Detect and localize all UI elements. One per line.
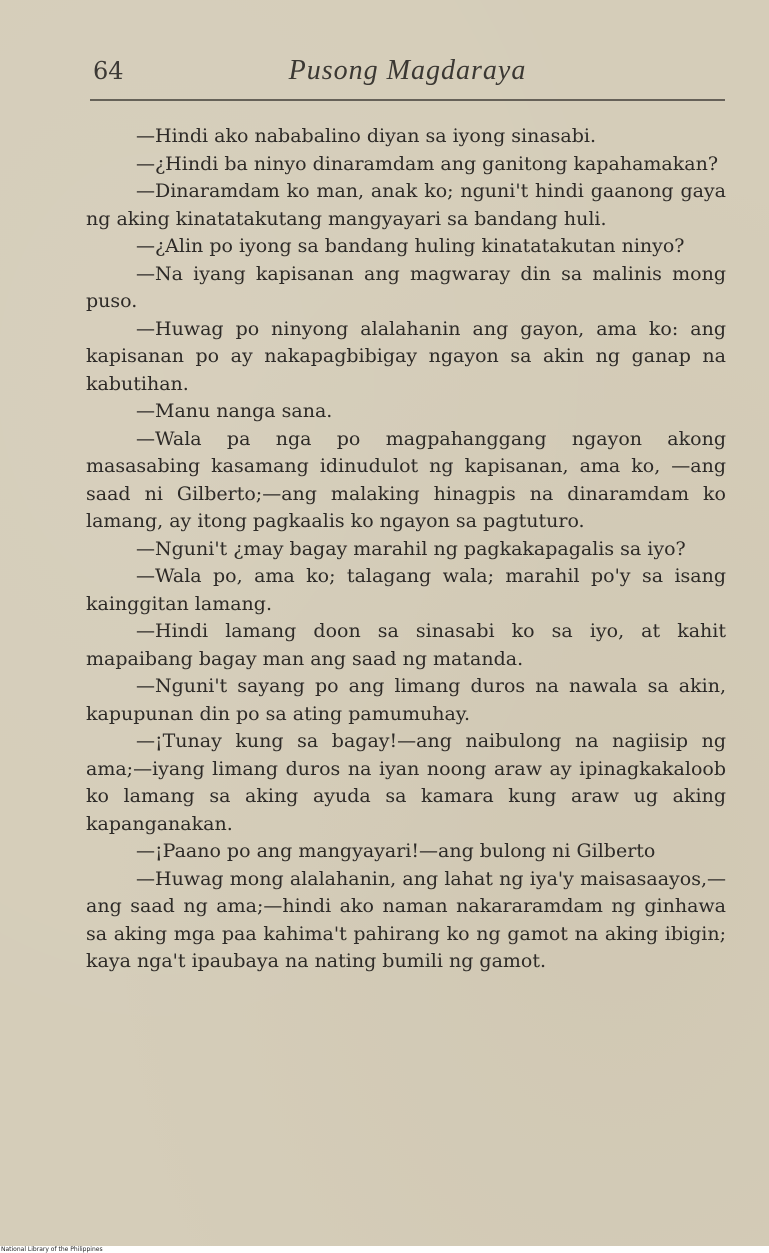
paragraph: —Wala pa nga po magpahanggang ngayon akong masasabing kasamang idinudulot ng kapisanan, ama ko, —ang saad ni Gilberto;—ang malaking hinagpis na dinaramdam ko lamang, ay itong pagkaalis ko ngayon sa pagtuturo. [86,427,726,532]
paragraph: —¡Paano po ang mangyayari!—ang bulong ni Gilberto [136,840,656,862]
paragraph: —Wala po, ama ko; talagang wala; marahil po'y sa isang kainggitan lamang. [86,565,726,615]
paragraph: —¿Hindi ba ninyo dinaramdam ang ganitong kapahamakan? [136,152,719,175]
header-divider [90,99,725,101]
paragraph: —Huwag mong alalahanin, ang lahat ng iya'y maisasaayos,—ang saad ng ama;—hindi ako naman nakararamdam ng ginhawa sa aking mga paa kahima't pahirang ko ng gamot na aking ibigin; kaya nga't ipaubaya na nating bumili ng gamot. [86,867,726,972]
paragraph: —¿Alin po iyong sa bandang huling kinatatakutan ninyo? [136,235,685,257]
paragraph: —Hindi lamang doon sa sinasabi ko sa iyo, at kahit mapaibang bagay man ang saad ng matanda. [86,620,726,670]
paragraph: —Hindi ako nababalino diyan sa iyong sinasabi. [136,125,597,147]
body-text [86,123,726,976]
paragraph: —Nguni't ¿may bagay marahil ng pagkakapagalis sa iyo? [136,537,686,560]
page-number: 64 [93,57,124,85]
paragraph: —¡Tunay kung sa bagay!—ang naibulong na nagiisip ng ama;—iyang limang duros na iyan noong araw ay ipinagkakaloob ko lamang sa aking ayuda sa kamara kung araw ug aking kapanganakan. [86,730,726,835]
paragraph: —Huwag po ninyong alalahanin ang gayon, ama ko: ang kapisanan po ay nakapagbibigay ngayon sa akin ng ganap na kabutihan. [86,317,726,395]
scan-footer-band [0,1246,769,1253]
scan-credit: National Library of the Philippines [1,1246,103,1253]
paragraph: —Nguni't sayang po ang limang duros na nawala sa akin, kapupunan din po sa ating pamumuhay. [86,675,726,725]
paragraph: —Na iyang kapisanan ang magwaray din sa malinis mong puso. [86,262,726,312]
paragraph: —Dinaramdam ko man, anak ko; nguni't hindi gaanong gaya ng aking kinatatakutang mangyayari sa bandang huli. [86,180,726,230]
running-title: Pusong Magdaraya [288,55,527,86]
paragraph: —Manu nanga sana. [136,400,333,422]
page-header [90,55,725,95]
